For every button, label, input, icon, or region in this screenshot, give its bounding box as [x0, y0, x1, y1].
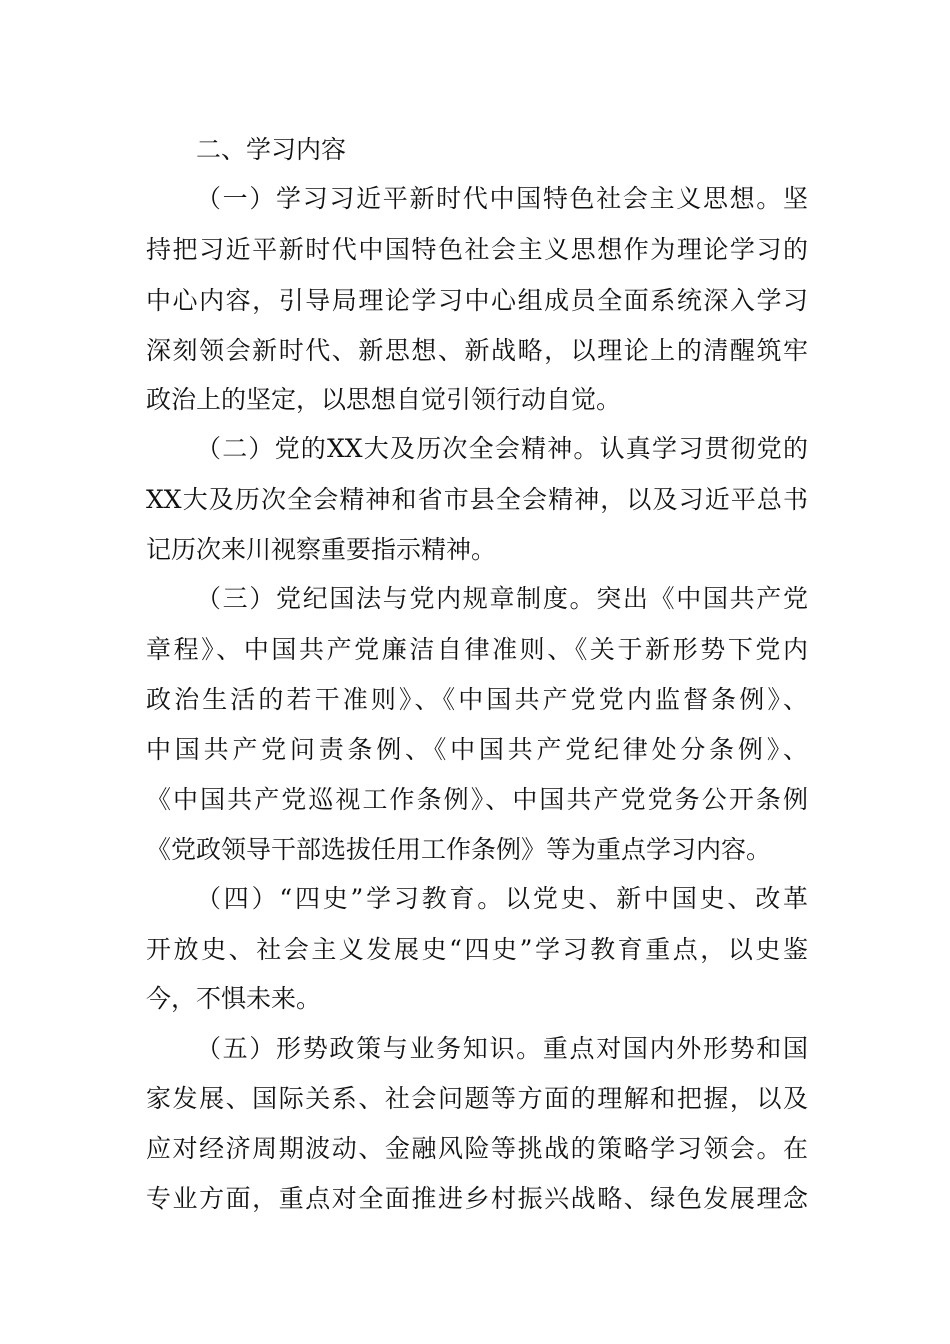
paragraph-4-line-2: 开放史、社会主义发展史“四史”学习教育重点，以史鉴: [146, 935, 808, 964]
paragraph-3-line-4: 中国共产党问责条例、《中国共产党纪律处分条例》、: [146, 735, 808, 764]
paragraph-5-line-1: （五）形势政策与业务知识。重点对国内外形势和国: [196, 1034, 808, 1063]
paragraph-1-line-4: 深刻领会新时代、新思想、新战略，以理论上的清醒筑牢: [146, 336, 808, 365]
paragraph-5-line-4: 专业方面，重点对全面推进乡村振兴战略、绿色发展理念: [146, 1184, 808, 1213]
paragraph-4-line-1: （四）“四史”学习教育。以党史、新中国史、改革: [196, 884, 808, 913]
paragraph-3-line-2: 章程》、中国共产党廉洁自律准则、《关于新形势下党内: [146, 635, 808, 664]
paragraph-1-line-1: （一）学习习近平新时代中国特色社会主义思想。坚: [196, 184, 808, 213]
paragraph-2-line-1: （二）党的XX大及历次全会精神。认真学习贯彻党的: [196, 434, 808, 463]
paragraph-3-line-5: 《中国共产党巡视工作条例》、中国共产党党务公开条例: [146, 785, 808, 814]
paragraph-1-line-3: 中心内容，引导局理论学习中心组成员全面系统深入学习: [146, 286, 808, 315]
paragraph-2-line-2: XX大及历次全会精神和省市县全会精神，以及习近平总书: [146, 485, 808, 514]
paragraph-5-line-2: 家发展、国际关系、社会问题等方面的理解和把握，以及: [146, 1084, 808, 1113]
paragraph-2-line-3: 记历次来川视察重要指示精神。: [146, 535, 497, 564]
paragraph-1-line-5: 政治上的坚定，以思想自觉引领行动自觉。: [146, 385, 622, 414]
paragraph-3-line-1: （三）党纪国法与党内规章制度。突出《中国共产党: [196, 584, 808, 613]
paragraph-3-line-3: 政治生活的若干准则》、《中国共产党党内监督条例》、: [146, 685, 808, 714]
paragraph-4-line-3: 今，不惧未来。: [146, 984, 322, 1013]
section-heading: 二、学习内容: [196, 135, 347, 164]
paragraph-5-line-3: 应对经济周期波动、金融风险等挑战的策略学习领会。在: [146, 1134, 808, 1163]
paragraph-1-line-2: 持把习近平新时代中国特色社会主义思想作为理论学习的: [146, 235, 808, 264]
paragraph-3-line-6: 《党政领导干部选拔任用工作条例》等为重点学习内容。: [146, 835, 772, 864]
